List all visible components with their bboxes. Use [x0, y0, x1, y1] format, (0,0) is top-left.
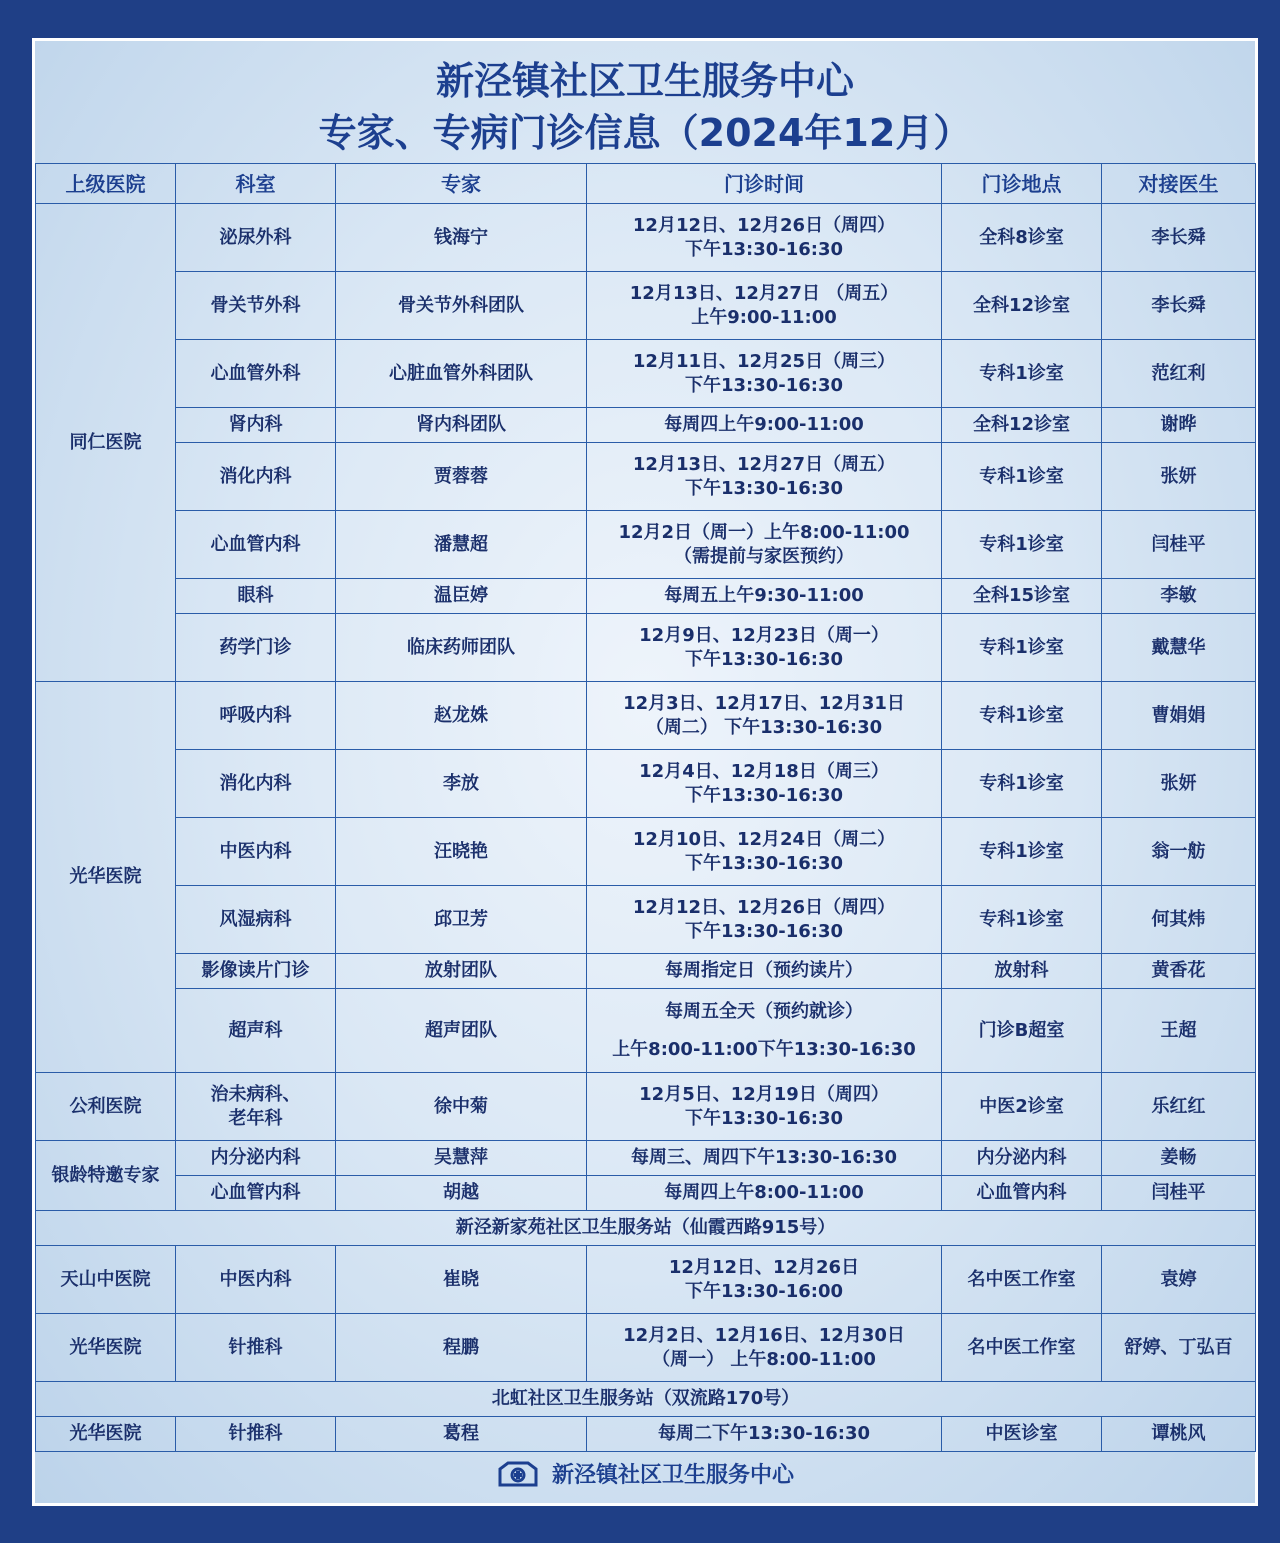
- table-row: [36, 511, 1256, 579]
- location-cell: 门诊B超室: [942, 989, 1102, 1073]
- dept-cell: 消化内科: [176, 443, 336, 511]
- dept-cell: 影像读片门诊: [176, 954, 336, 989]
- dept-cell: 肾内科: [176, 408, 336, 443]
- dept-cell: 心血管内科: [176, 511, 336, 579]
- time-line: （需提前与家医预约）: [674, 545, 854, 567]
- table-row: [36, 204, 1256, 272]
- dept-cell: 药学门诊: [176, 614, 336, 682]
- time-cell: [587, 1141, 942, 1176]
- expert-cell: 邱卫芳: [336, 886, 587, 954]
- time-line: 12月2日、12月16日、12月30日: [623, 1324, 905, 1346]
- table-row: [36, 750, 1256, 818]
- location-cell: 专科1诊室: [942, 886, 1102, 954]
- dept-cell: 泌尿外科: [176, 204, 336, 272]
- time-line: 每周三、周四下午13:30-16:30: [630, 1147, 898, 1168]
- time-line: 下午13:30-16:00: [684, 1280, 844, 1302]
- table-row: [36, 1246, 1256, 1314]
- location-cell: 专科1诊室: [942, 443, 1102, 511]
- dept-cell: 中医内科: [176, 818, 336, 886]
- location-cell: 放射科: [942, 954, 1102, 989]
- location-cell: 专科1诊室: [942, 750, 1102, 818]
- table-row: [36, 989, 1256, 1073]
- time-line: 12月2日（周一）上午8:00-11:00: [618, 521, 910, 543]
- time-line: 12月10日、12月24日（周二）: [632, 828, 896, 850]
- dept-cell: 骨关节外科: [176, 272, 336, 340]
- doctor-cell: 袁婷: [1102, 1246, 1256, 1314]
- doctor-cell: 乐红红: [1102, 1073, 1256, 1141]
- expert-cell: 放射团队: [336, 954, 587, 989]
- time-cell: [587, 682, 942, 750]
- table-row: [36, 1176, 1256, 1211]
- station-header-row: [36, 1382, 1256, 1417]
- table-header-row: [36, 164, 1256, 204]
- location-cell: 专科1诊室: [942, 818, 1102, 886]
- time-line: 每周指定日（预约读片）: [665, 960, 863, 981]
- expert-cell: 程鹏: [336, 1314, 587, 1382]
- location-cell: 心血管内科: [942, 1176, 1102, 1211]
- hospital-cell: 天山中医院: [36, 1246, 176, 1314]
- doctor-cell: 曹娟娟: [1102, 682, 1256, 750]
- time-cell: [587, 1246, 942, 1314]
- poster-frame: [32, 38, 1258, 1506]
- table-row: [36, 272, 1256, 340]
- title-line-1: 新泾镇社区卫生服务中心: [435, 59, 854, 103]
- doctor-cell: 翁一舫: [1102, 818, 1256, 886]
- time-line: 每周二下午13:30-16:30: [657, 1423, 871, 1444]
- time-cell: [587, 1314, 942, 1382]
- time-cell: [587, 750, 942, 818]
- dept-cell: 针推科: [176, 1314, 336, 1382]
- time-line: 下午13:30-16:30: [684, 920, 844, 942]
- hospital-cell: 银龄特邀专家: [36, 1141, 176, 1211]
- doctor-cell: 黄香花: [1102, 954, 1256, 989]
- time-line: 12月11日、12月25日（周三）: [632, 350, 896, 372]
- table-row: [36, 1141, 1256, 1176]
- table-row: [36, 682, 1256, 750]
- dept-cell: 消化内科: [176, 750, 336, 818]
- doctor-cell: 李敏: [1102, 579, 1256, 614]
- clinic-logo-icon: [496, 1459, 540, 1489]
- location-cell: 专科1诊室: [942, 682, 1102, 750]
- station-name: 新泾新家苑社区卫生服务站（仙霞西路915号）: [36, 1211, 1256, 1246]
- expert-cell: 温臣婷: [336, 579, 587, 614]
- header-time: 门诊时间: [587, 164, 942, 204]
- expert-cell: 超声团队: [336, 989, 587, 1073]
- time-line: 下午13:30-16:30: [684, 477, 844, 499]
- doctor-cell: 李长舜: [1102, 272, 1256, 340]
- dept-cell: 治未病科、老年科: [176, 1073, 336, 1141]
- expert-cell: 心脏血管外科团队: [336, 340, 587, 408]
- table-row: [36, 886, 1256, 954]
- time-line: 下午13:30-16:30: [684, 1107, 844, 1129]
- time-cell: [587, 954, 942, 989]
- time-cell: [587, 989, 942, 1073]
- table-row: [36, 1073, 1256, 1141]
- expert-cell: 徐中菊: [336, 1073, 587, 1141]
- location-cell: 名中医工作室: [942, 1314, 1102, 1382]
- location-cell: 全科12诊室: [942, 408, 1102, 443]
- time-line: 每周四上午8:00-11:00: [664, 1182, 864, 1203]
- time-line: 12月12日、12月26日（周四）: [632, 214, 896, 236]
- expert-cell: 临床药师团队: [336, 614, 587, 682]
- expert-cell: 骨关节外科团队: [336, 272, 587, 340]
- time-line: 12月12日、12月26日: [668, 1256, 860, 1278]
- doctor-cell: 闫桂平: [1102, 1176, 1256, 1211]
- time-line: 12月13日、12月27日 （周五）: [629, 282, 899, 304]
- time-line: 每周五上午9:30-11:00: [664, 585, 864, 606]
- location-cell: 全科8诊室: [942, 204, 1102, 272]
- hospital-cell: 光华医院: [36, 682, 176, 1073]
- expert-cell: 崔晓: [336, 1246, 587, 1314]
- location-cell: 专科1诊室: [942, 511, 1102, 579]
- expert-cell: 汪晓艳: [336, 818, 587, 886]
- time-line: 12月4日、12月18日（周三）: [639, 760, 889, 782]
- station-header-row: [36, 1211, 1256, 1246]
- time-line: 上午9:00-11:00: [691, 306, 837, 328]
- doctor-cell: 谢晔: [1102, 408, 1256, 443]
- dept-cell: 超声科: [176, 989, 336, 1073]
- header-hospital: 上级医院: [36, 164, 176, 204]
- table-row: [36, 614, 1256, 682]
- time-line: （周一） 上午8:00-11:00: [652, 1348, 876, 1370]
- doctor-cell: 张妍: [1102, 750, 1256, 818]
- schedule-table: [35, 163, 1256, 1452]
- header-location: 门诊地点: [942, 164, 1102, 204]
- doctor-cell: 王超: [1102, 989, 1256, 1073]
- time-cell: [587, 272, 942, 340]
- expert-cell: 葛程: [336, 1417, 587, 1452]
- hospital-cell: 同仁医院: [36, 204, 176, 682]
- header-dept: 科室: [176, 164, 336, 204]
- expert-cell: 吴慧萍: [336, 1141, 587, 1176]
- time-line: 12月9日、12月23日（周一）: [639, 624, 889, 646]
- table-row: [36, 443, 1256, 511]
- location-cell: 全科12诊室: [942, 272, 1102, 340]
- dept-cell: 心血管内科: [176, 1176, 336, 1211]
- dept-cell: 中医内科: [176, 1246, 336, 1314]
- time-line: （周二） 下午13:30-16:30: [645, 716, 883, 738]
- hospital-cell: 光华医院: [36, 1314, 176, 1382]
- time-line: 下午13:30-16:30: [684, 784, 844, 806]
- expert-cell: 潘慧超: [336, 511, 587, 579]
- hospital-cell: 公利医院: [36, 1073, 176, 1141]
- time-cell: [587, 511, 942, 579]
- location-cell: 中医诊室: [942, 1417, 1102, 1452]
- table-row: [36, 818, 1256, 886]
- time-line: 每周五全天（预约就诊）: [665, 1000, 863, 1022]
- time-cell: [587, 579, 942, 614]
- time-cell: [587, 443, 942, 511]
- time-cell: [587, 1417, 942, 1452]
- poster-title: [35, 55, 1255, 159]
- time-line: 12月5日、12月19日（周四）: [639, 1083, 889, 1105]
- time-line: 下午13:30-16:30: [684, 374, 844, 396]
- dept-cell: 内分泌内科: [176, 1141, 336, 1176]
- table-row: [36, 408, 1256, 443]
- doctor-cell: 何其炜: [1102, 886, 1256, 954]
- time-cell: [587, 1176, 942, 1211]
- time-cell: [587, 614, 942, 682]
- doctor-cell: 李长舜: [1102, 204, 1256, 272]
- table-row: [36, 1314, 1256, 1382]
- header-expert: 专家: [336, 164, 587, 204]
- time-line: 12月13日、12月27日（周五）: [632, 453, 896, 475]
- table-row: [36, 954, 1256, 989]
- station-name: 北虹社区卫生服务站（双流路170号）: [36, 1382, 1256, 1417]
- footer: [35, 1458, 1255, 1489]
- dept-cell: 心血管外科: [176, 340, 336, 408]
- time-cell: [587, 204, 942, 272]
- location-cell: 中医2诊室: [942, 1073, 1102, 1141]
- footer-text: 新泾镇社区卫生服务中心: [551, 1463, 794, 1488]
- table-row: [36, 579, 1256, 614]
- header-doctor: 对接医生: [1102, 164, 1256, 204]
- title-line-2: 专家、专病门诊信息（2024年12月）: [318, 111, 972, 155]
- expert-cell: 赵龙姝: [336, 682, 587, 750]
- doctor-cell: 姜畅: [1102, 1141, 1256, 1176]
- expert-cell: 肾内科团队: [336, 408, 587, 443]
- doctor-cell: 戴慧华: [1102, 614, 1256, 682]
- table-row: [36, 1417, 1256, 1452]
- expert-cell: 李放: [336, 750, 587, 818]
- location-cell: 专科1诊室: [942, 614, 1102, 682]
- expert-cell: 贾蓉蓉: [336, 443, 587, 511]
- hospital-cell: 光华医院: [36, 1417, 176, 1452]
- location-cell: 名中医工作室: [942, 1246, 1102, 1314]
- time-line: 下午13:30-16:30: [684, 852, 844, 874]
- time-cell: [587, 340, 942, 408]
- time-line: 上午8:00-11:00下午13:30-16:30: [612, 1038, 916, 1060]
- doctor-cell: 范红利: [1102, 340, 1256, 408]
- time-cell: [587, 408, 942, 443]
- time-cell: [587, 818, 942, 886]
- dept-cell: 呼吸内科: [176, 682, 336, 750]
- location-cell: 全科15诊室: [942, 579, 1102, 614]
- doctor-cell: 谭桃风: [1102, 1417, 1256, 1452]
- time-cell: [587, 1073, 942, 1141]
- time-line: 12月3日、12月17日、12月31日: [623, 692, 905, 714]
- dept-cell: 风湿病科: [176, 886, 336, 954]
- doctor-cell: 舒婷、丁弘百: [1102, 1314, 1256, 1382]
- time-line: 下午13:30-16:30: [684, 238, 844, 260]
- dept-cell: 针推科: [176, 1417, 336, 1452]
- location-cell: 专科1诊室: [942, 340, 1102, 408]
- time-cell: [587, 886, 942, 954]
- time-line: 12月12日、12月26日（周四）: [632, 896, 896, 918]
- doctor-cell: 张妍: [1102, 443, 1256, 511]
- time-line: 每周四上午9:00-11:00: [664, 414, 864, 435]
- doctor-cell: 闫桂平: [1102, 511, 1256, 579]
- dept-cell: 眼科: [176, 579, 336, 614]
- time-line: 下午13:30-16:30: [684, 648, 844, 670]
- table-row: [36, 340, 1256, 408]
- expert-cell: 钱海宁: [336, 204, 587, 272]
- location-cell: 内分泌内科: [942, 1141, 1102, 1176]
- expert-cell: 胡越: [336, 1176, 587, 1211]
